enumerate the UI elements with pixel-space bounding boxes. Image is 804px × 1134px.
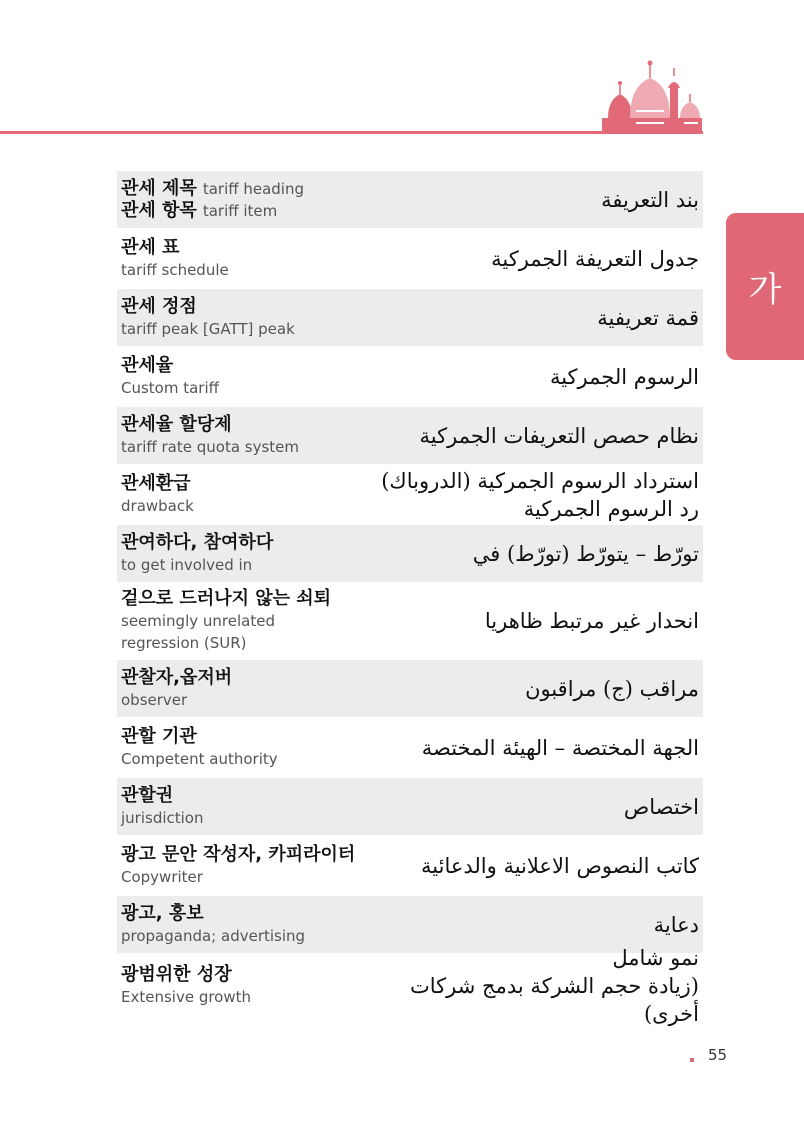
arabic-term: قمة تعريفية: [597, 305, 699, 330]
english-term: propaganda; advertising: [121, 926, 306, 945]
english-term: observer: [121, 690, 188, 709]
glossary-entry: [117, 719, 703, 776]
glossary-entry: [117, 660, 703, 717]
english-term: seemingly unrelated: [121, 612, 275, 630]
glossary-entry: [117, 230, 703, 287]
english-term: tariff heading: [202, 179, 304, 198]
arabic-term: اختصاص: [623, 794, 699, 819]
header-rule: [0, 131, 703, 134]
arabic-term: جدول التعريفة الجمركية: [491, 246, 699, 271]
arabic-term: كاتب النصوص الاعلانية والدعائية: [421, 853, 699, 878]
glossary-entry: [117, 289, 703, 346]
korean-term: 관세 항목 tariff item: [121, 199, 278, 221]
glossary-entry: [117, 171, 703, 228]
mosque-illustration: [600, 58, 704, 134]
korean-term: 관할 기관: [121, 725, 197, 747]
korean-term: 관세 제목 tariff heading: [121, 177, 304, 199]
page-number: 55: [708, 1046, 728, 1064]
korean-term: 광범위한 성장: [121, 964, 232, 985]
korean-term: 관세율: [121, 354, 174, 376]
korean-term: 겉으로 드러나지 않는 쇠퇴: [121, 588, 332, 609]
korean-term: 관세율 할당제: [121, 413, 232, 435]
glossary-entry: [117, 525, 703, 582]
index-tab[interactable]: 가: [726, 213, 804, 360]
english-term: tariff schedule: [121, 260, 229, 279]
glossary-list: [117, 171, 703, 1026]
korean-term: 관찰자,옵저버: [121, 666, 233, 688]
english-term: drawback: [121, 496, 194, 515]
english-term: to get involved in: [121, 555, 253, 574]
arabic-term: الرسوم الجمركية: [549, 364, 699, 389]
glossary-entry: [117, 466, 703, 523]
arabic-term: نمو شامل (زيادة حجم الشركة بدمج شركات أخرى): [410, 946, 699, 1026]
arabic-term: تورّط – يتورّط (تورّط) في: [472, 541, 699, 566]
arabic-term: نظام حصص التعريفات الجمركية: [419, 423, 699, 448]
english-term: regression (SUR): [121, 634, 247, 652]
english-term: Custom tariff: [121, 378, 219, 397]
english-term: Copywriter: [121, 867, 203, 886]
english-term: jurisdiction: [121, 808, 204, 827]
glossary-entry: [117, 348, 703, 405]
korean-term: 관세 표: [121, 236, 180, 258]
korean-term: 관세 정점: [121, 295, 197, 317]
english-term: tariff item: [202, 201, 278, 220]
glossary-entry: [117, 407, 703, 464]
arabic-term: مراقب (ج) مراقبون: [525, 676, 699, 701]
glossary-entry: [117, 946, 703, 1026]
glossary-entry: [117, 837, 703, 894]
korean-term: 관여하다, 참여하다: [121, 531, 274, 553]
arabic-term: بند التعريفة: [601, 187, 699, 212]
arabic-term: انحدار غير مرتبط ظاهريا: [484, 609, 699, 633]
glossary-entry: [117, 584, 703, 658]
arabic-term: استرداد الرسوم الجمركية (الدروباك) رد الرسوم الجمركية: [381, 468, 699, 521]
arabic-term: دعاية: [653, 912, 699, 937]
glossary-entry: [117, 778, 703, 835]
english-term: Competent authority: [121, 749, 278, 768]
english-term: tariff peak [GATT] peak: [121, 319, 295, 338]
korean-term: 관세환급: [121, 472, 191, 494]
english-term: tariff rate quota system: [121, 437, 300, 456]
korean-term: 관할권: [121, 784, 174, 806]
page-dot: [690, 1058, 694, 1062]
arabic-term: الجهة المختصة – الهيئة المختصة: [421, 735, 699, 760]
korean-term: 광고, 홍보: [121, 902, 204, 924]
korean-term: 광고 문안 작성자, 카피라이터: [121, 843, 356, 865]
english-term: Extensive growth: [121, 988, 252, 1006]
